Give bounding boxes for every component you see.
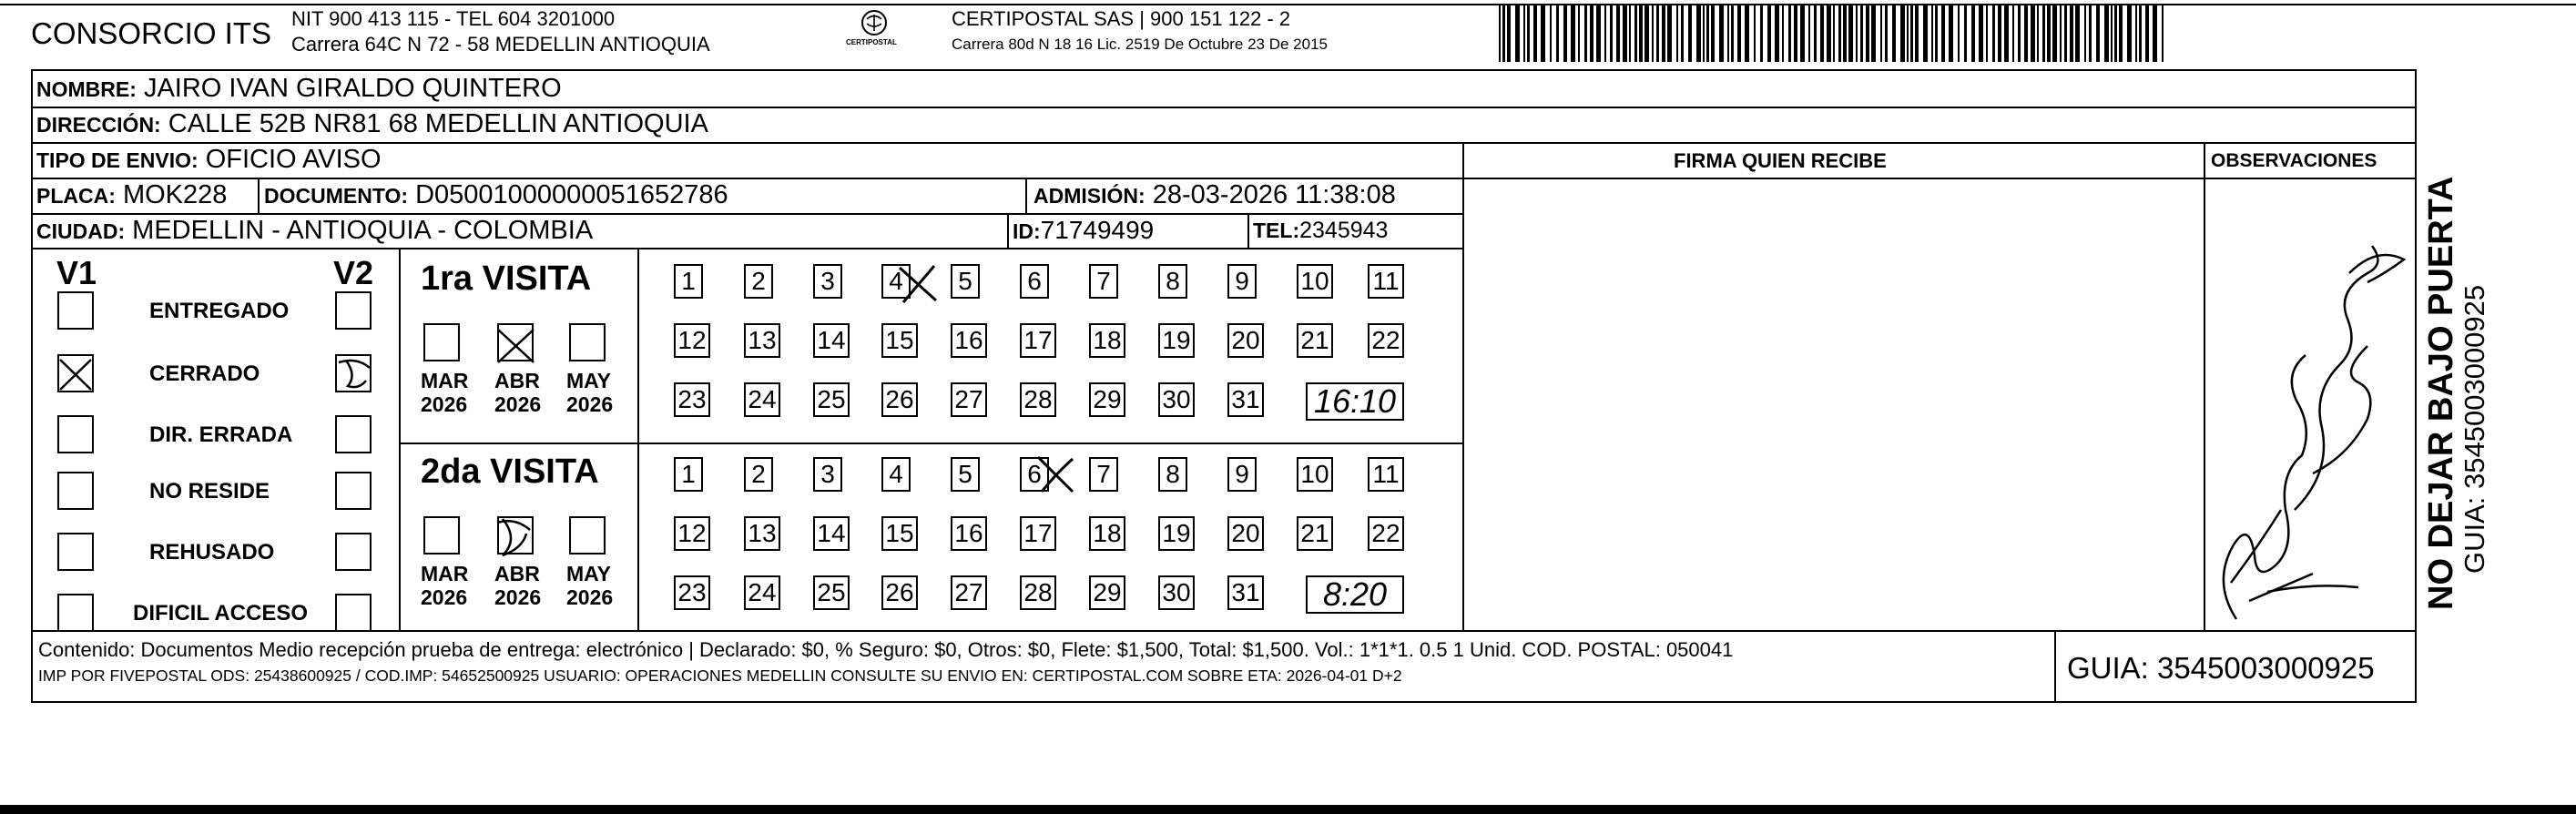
day-box[interactable]: 31 [1227,382,1264,417]
day-box[interactable]: 25 [813,382,850,417]
day-box[interactable]: 25 [813,575,850,610]
day-box[interactable]: 10 [1297,457,1333,492]
day-box[interactable]: 29 [1089,575,1125,610]
day-box[interactable]: 20 [1227,323,1264,358]
tel-row: TEL:2345943 [1253,218,1389,243]
year-label: 2026 [494,585,542,609]
company-name: CONSORCIO ITS [31,16,272,50]
day-box[interactable]: 16 [951,516,987,551]
v1-header: V1 [56,254,97,291]
day-box[interactable]: 16 [951,323,987,358]
day-box[interactable]: 11 [1368,457,1404,492]
month-label: MAY [566,562,611,585]
id-value: 71749499 [1040,216,1155,244]
day-box[interactable]: 27 [951,575,987,610]
year-label: 2026 [566,392,614,416]
day-box[interactable]: 9 [1227,264,1257,299]
status-label: REHUSADO [149,540,275,565]
day-box[interactable]: 3 [813,264,842,299]
day-box[interactable]: 21 [1297,516,1333,551]
tel-value: 2345943 [1299,218,1389,243]
cerrado-v1-mark [60,360,91,390]
day-box[interactable]: 2 [744,264,773,299]
documento-value: D05001000000051652786 [415,180,728,209]
company-nit: NIT 900 413 115 - TEL 604 3201000 [291,7,616,30]
abr-visit2-mark [497,519,530,555]
day-box[interactable]: 19 [1158,323,1195,358]
day-box[interactable]: 12 [674,516,710,551]
side-guia: GUIA: 3545003000925 [2459,284,2490,574]
day-box[interactable]: 13 [744,516,780,551]
visit-title: 1ra VISITA [421,259,592,298]
placa-value: MOK228 [122,180,228,209]
day-box[interactable]: 15 [881,516,918,551]
side-no-dejar: NO DEJAR BAJO PUERTA [2422,176,2460,610]
day-box[interactable]: 13 [744,323,780,358]
status-label: NO RESIDE [149,479,270,504]
day-box[interactable]: 26 [881,382,918,417]
status-label: CERRADO [149,361,260,386]
footer-guia: GUIA: 3545003000925 [2067,651,2375,685]
day-box[interactable]: 31 [1227,575,1264,610]
day-box[interactable]: 5 [951,457,980,492]
status-label: DIR. ERRADA [149,422,293,447]
nombre-row: NOMBRE: JAIRO IVAN GIRALDO QUINTERO [36,74,562,103]
day-box[interactable]: 9 [1227,457,1257,492]
day-box[interactable]: 23 [674,382,710,417]
bottom-rule [0,805,2576,814]
year-label: 2026 [421,585,468,609]
day-box[interactable]: 7 [1089,264,1118,299]
year-label: 2026 [494,392,542,416]
ciudad-row: CIUDAD: MEDELLIN - ANTIOQUIA - COLOMBIA [36,216,594,245]
abr-visit1-mark [498,330,534,362]
id-row: ID:71749499 [1013,216,1155,244]
day-box[interactable]: 18 [1089,516,1125,551]
day-box[interactable]: 24 [744,382,780,417]
day-box[interactable]: 6 [1020,457,1049,492]
day-box[interactable]: 5 [951,264,980,299]
month-label: ABR [494,562,540,585]
carrier-license: Carrera 80d N 18 16 Lic. 2519 De Octubre 23 De 2015 [952,36,1328,53]
day-box[interactable]: 2 [744,457,773,492]
day-box[interactable]: 8 [1158,264,1187,299]
day-box[interactable]: 30 [1158,575,1195,610]
day-box[interactable]: 11 [1368,264,1404,299]
cerrado-v2-mark [339,361,370,387]
tipo-value: OFICIO AVISO [205,145,382,174]
documento-row: DOCUMENTO: D05001000000051652786 [264,180,728,209]
signature-header: FIRMA QUIEN RECIBE [1674,149,1887,172]
day-box[interactable]: 26 [881,575,918,610]
day-box[interactable]: 22 [1368,323,1404,358]
day-box[interactable]: 8 [1158,457,1187,492]
month-label: MAR [421,369,469,392]
day-box[interactable]: 27 [951,382,987,417]
direccion-value: CALLE 52B NR81 68 MEDELLIN ANTIOQUIA [168,109,708,138]
day6-visit2-mark [1038,457,1073,492]
day-box[interactable]: 17 [1020,516,1056,551]
day-box[interactable]: 20 [1227,516,1264,551]
day-box[interactable]: 4 [881,457,911,492]
footer-contenido: Contenido: Documentos Medio recepción prueba de entrega: electrónico | Declarado: $0, % Seguro: $0, Otros: $0, Flete: $1,500, Total: $1,500. Vol.: 1*1*1. 0.5 1 Unid. COD. POSTAL: 050041 [38,638,1734,661]
day-box[interactable]: 28 [1020,575,1056,610]
day-box[interactable]: 29 [1089,382,1125,417]
status-label: ENTREGADO [149,299,290,323]
admision-row: ADMISIÓN: 28-03-2026 11:38:08 [1033,180,1396,209]
footer-imp: IMP POR FIVEPOSTAL ODS: 25438600925 / COD.IMP: 54652500925 USUARIO: OPERACIONES MEDELLIN CONSULTE SU ENVIO EN: CERTIPOSTAL.COM SOBRE ETA: 2026-04-01 D+2 [38,666,1402,685]
day-box[interactable]: 23 [674,575,710,610]
day-box[interactable]: 12 [674,323,710,358]
day-box[interactable]: 22 [1368,516,1404,551]
day-box[interactable]: 14 [813,516,850,551]
admision-value: 28-03-2026 11:38:08 [1152,180,1396,209]
observations-header: OBSERVACIONES [2211,150,2377,171]
month-label: MAY [566,369,611,392]
day-box[interactable]: 24 [744,575,780,610]
year-label: 2026 [421,392,468,416]
day-box[interactable]: 17 [1020,323,1056,358]
day-box[interactable]: 10 [1297,264,1333,299]
day-box[interactable]: 30 [1158,382,1195,417]
day-box[interactable]: 18 [1089,323,1125,358]
ciudad-value: MEDELLIN - ANTIOQUIA - COLOMBIA [132,216,594,245]
day-box[interactable]: 1 [674,457,703,492]
carrier-name: CERTIPOSTAL SAS | 900 151 122 - 2 [952,7,1291,30]
month-label: ABR [494,369,540,392]
time-box[interactable]: 16:10 [1306,382,1404,421]
day-box[interactable]: 28 [1020,382,1056,417]
day-box[interactable]: 1 [674,264,703,299]
certipostal-logo: CERTIPOSTAL [851,7,897,53]
day-box[interactable]: 21 [1297,323,1333,358]
v2-header: V2 [333,254,374,291]
day-box[interactable]: 14 [813,323,850,358]
time-box[interactable]: 8:20 [1306,575,1404,614]
month-label: MAR [421,562,469,585]
year-label: 2026 [566,585,614,609]
day4-visit1-mark [900,266,936,302]
visit-title: 2da VISITA [421,453,599,491]
day-box[interactable]: 19 [1158,516,1195,551]
nombre-value: JAIRO IVAN GIRALDO QUINTERO [143,74,562,103]
day-box[interactable]: 15 [881,323,918,358]
day-box[interactable]: 4 [881,264,911,299]
day-box[interactable]: 3 [813,457,842,492]
tipo-row: TIPO DE ENVIO: OFICIO AVISO [36,145,382,174]
signature-scribble [2224,246,2404,619]
placa-row: PLACA: MOK228 [36,180,228,209]
direccion-row: DIRECCIÓN: CALLE 52B NR81 68 MEDELLIN ANTIOQUIA [36,109,708,138]
day-box[interactable]: 7 [1089,457,1118,492]
day-box[interactable]: 6 [1020,264,1049,299]
company-address: Carrera 64C N 72 - 58 MEDELLIN ANTIOQUIA [291,33,710,56]
status-label: DIFICIL ACCESO [133,601,309,626]
